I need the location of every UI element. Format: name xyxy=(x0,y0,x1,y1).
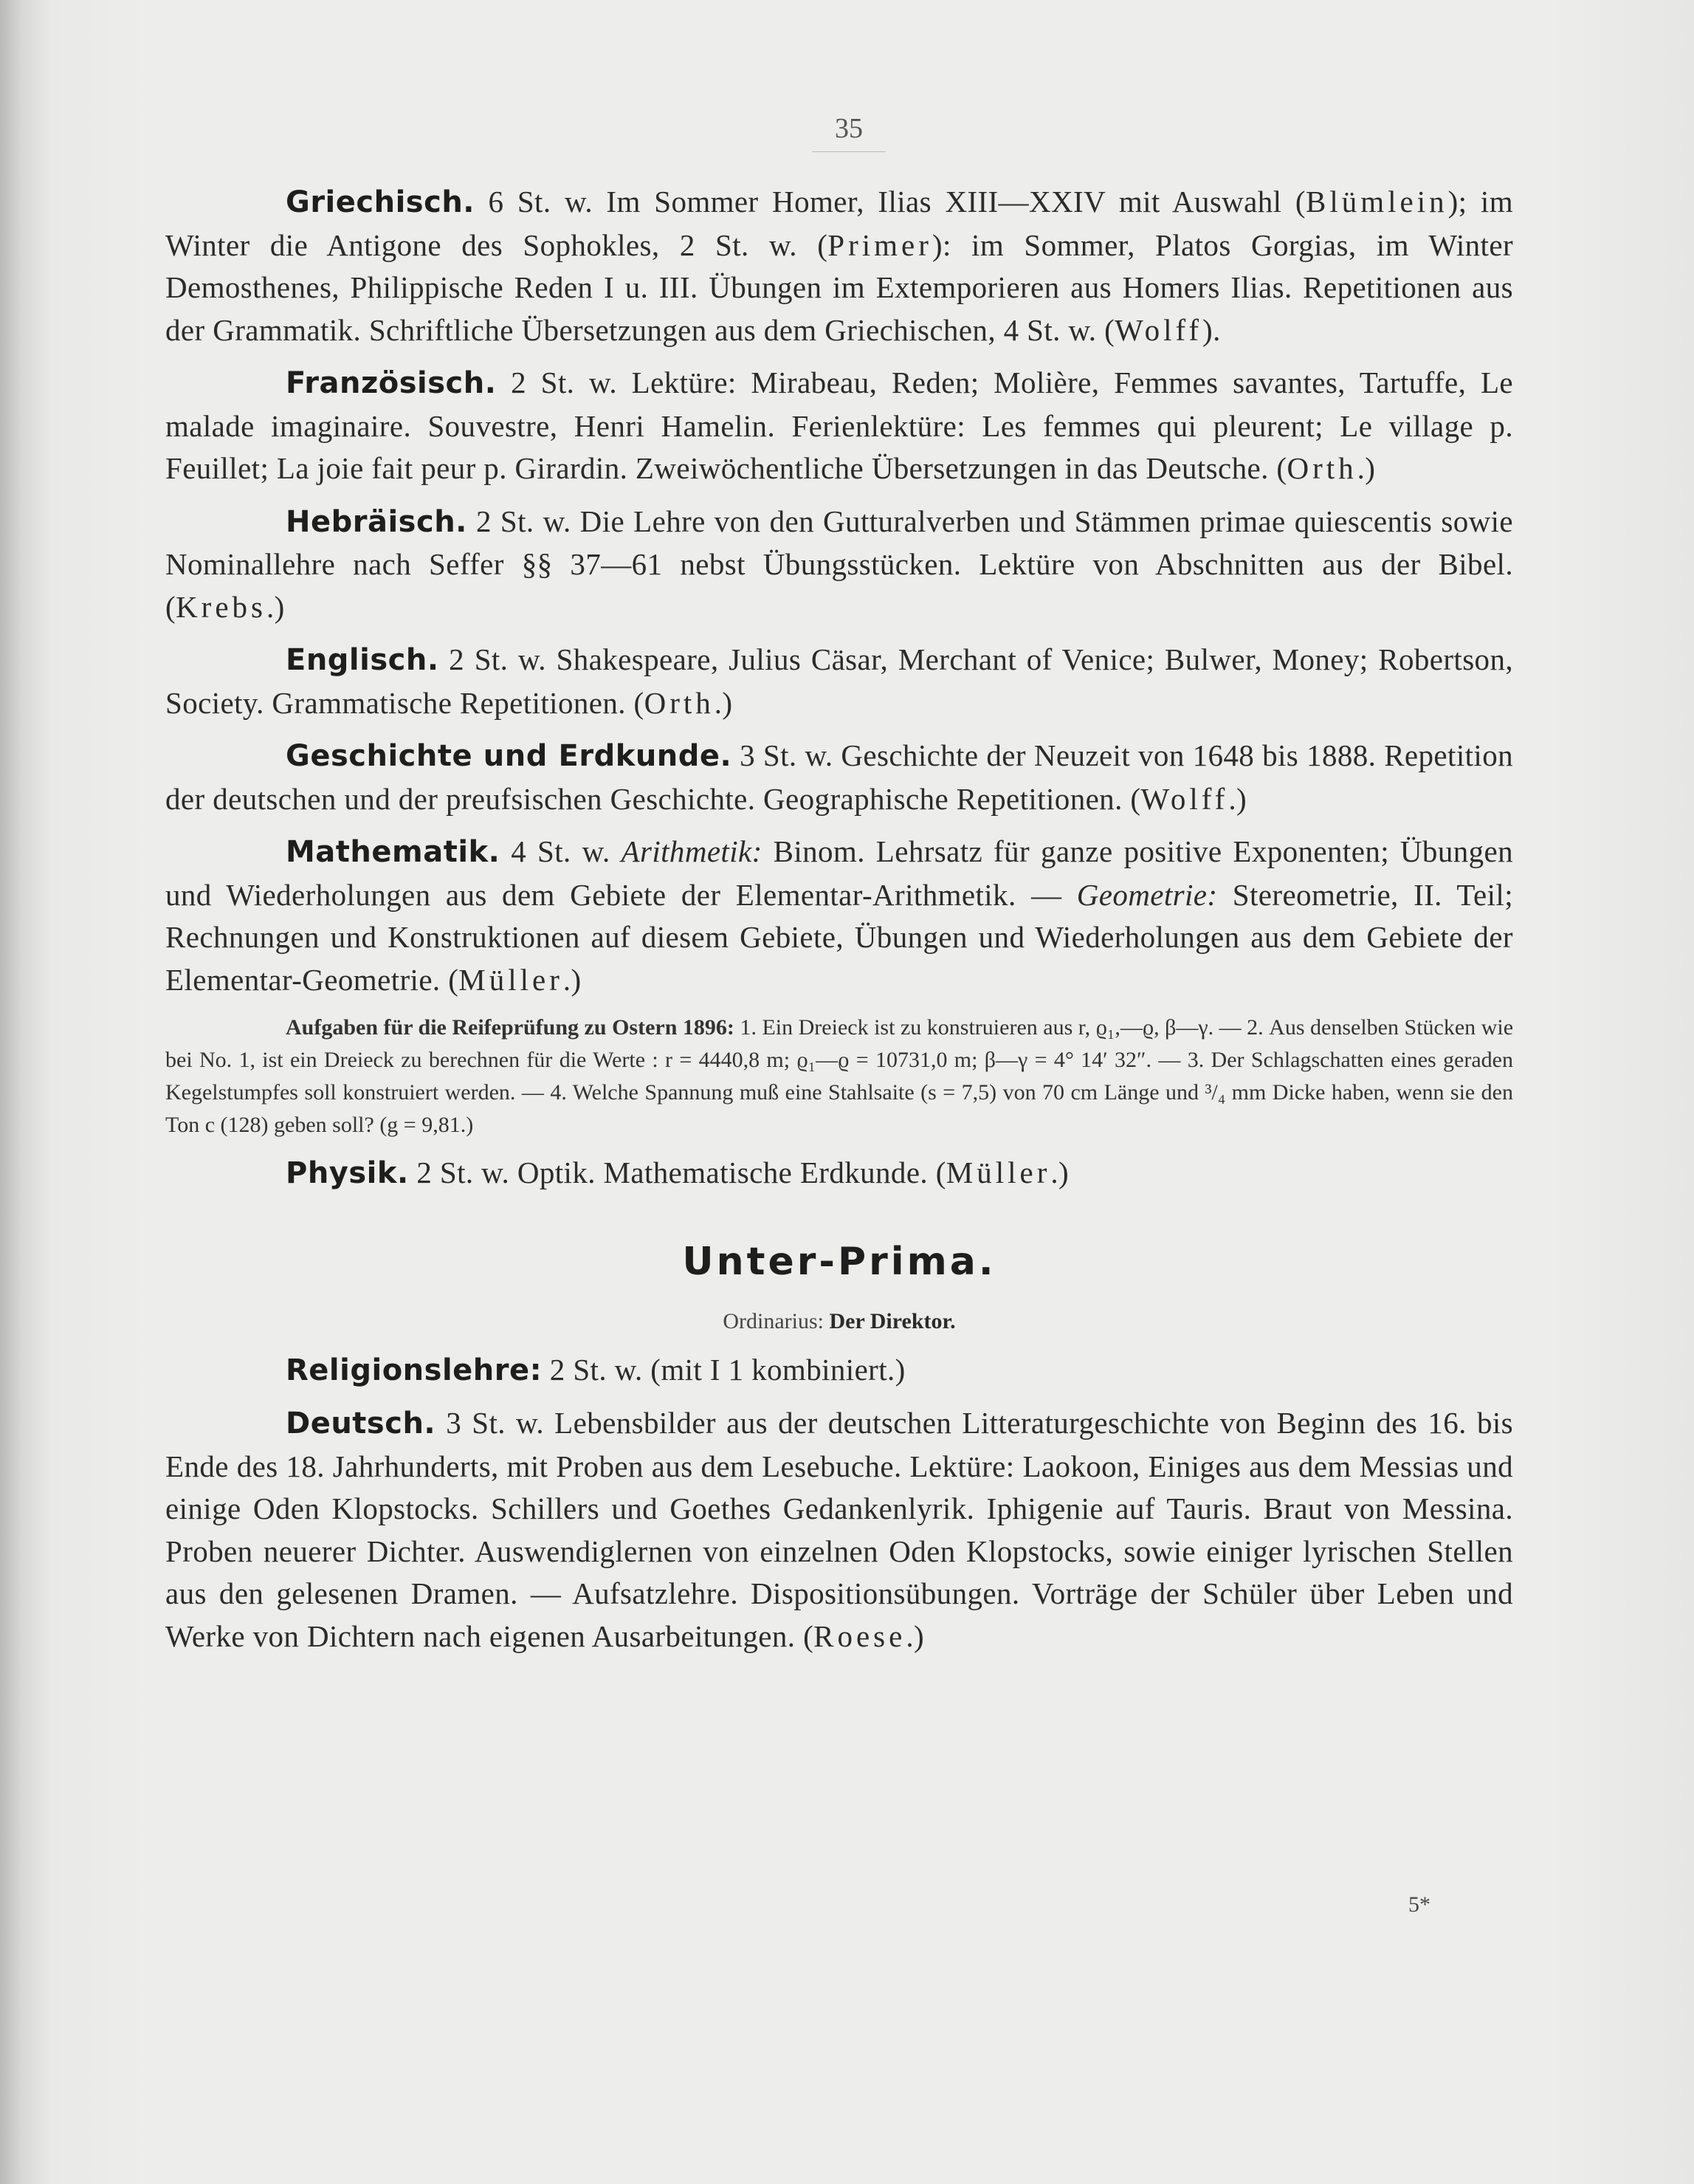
subject-text: .) xyxy=(714,685,733,720)
subject-text: ): im Sommer, Platos Gorgias, im Winter Demosthenes, Philippische Reden I u. III. Übungen im Extemporieren aus Homers Ilias. Repetitionen aus der Grammatik. Schriftliche Übersetzungen aus dem Griechischen, 4 St. w. ( xyxy=(165,227,1513,347)
geometrie-label: Geometrie: xyxy=(1076,877,1218,912)
ordinarius-label: Ordinarius: xyxy=(723,1308,824,1333)
subject-label: Physik. xyxy=(286,1156,409,1190)
subject-text: .) xyxy=(266,589,285,624)
teacher-name: Blümlein xyxy=(1306,185,1448,219)
signature-mark: 5* xyxy=(1408,1892,1430,1917)
teacher-name: Orth xyxy=(1287,451,1357,485)
subject-text: ); im Winter die Antigone des Sophokles, 2 St. w. ( xyxy=(165,185,1514,262)
subject-label: Hebräisch. xyxy=(286,504,467,539)
subject-franzoesisch xyxy=(165,362,1513,490)
page-number-rule xyxy=(812,151,886,152)
subject-text: .) xyxy=(1228,781,1247,816)
exam-tasks-text: 1. Ein Dreieck ist zu konstruieren aus r, ϱ₁,—ϱ, β—γ. — 2. Aus denselben Stücken wie bei No. 1, ist ein Dreieck zu berechnen für die Werte : r = 4440,8 m; ϱ₁—ϱ = 10731,0 m; β—γ = 4° 14′ 32″. — 3. Der Schlagschatten eines geraden Kegelstumpfes soll konstruiert werden. — 4. Welche Spannung muß eine Stahlsaite (s = 7,5) von 70 cm Länge und ³/₄ mm Dicke haben, wenn sie den Ton c (128) geben soll? (g = 9,81.) xyxy=(165,1015,1514,1137)
page-number: 35 xyxy=(835,113,863,144)
subject-label: Deutsch. xyxy=(286,1407,436,1440)
exam-tasks xyxy=(165,1012,1513,1141)
subject-label: Religionslehre: xyxy=(286,1353,543,1387)
subject-text: 2 St. w. Die Lehre von den Gutturalverben und Stämmen primae quiescentis sowie Nominallehre nach Seffer §§ 37—61 nebst Übungsstücken. Lektüre von Abschnitten aus der Bibel. ( xyxy=(165,504,1513,624)
exam-tasks-label: Aufgaben für die Reifeprüfung zu Ostern 1896: xyxy=(286,1015,734,1040)
ordinarius-name: Der Direktor. xyxy=(829,1308,956,1333)
subject-text: 2 St. w. Shakespeare, Julius Cäsar, Merchant of Venice; Bulwer, Money; Robertson, Society. Grammatische Repetitionen. ( xyxy=(165,642,1513,720)
page-content xyxy=(165,181,1513,1658)
subject-text: ). xyxy=(1202,312,1221,347)
teacher-name: Orth xyxy=(644,685,715,720)
subject-text: .) xyxy=(1050,1155,1070,1189)
subject-text: .) xyxy=(562,962,582,997)
subject-text: .) xyxy=(1357,451,1376,485)
teacher-name: Primer xyxy=(827,227,932,262)
subject-mathematik xyxy=(165,831,1513,1001)
subject-text: 3 St. w. Geschichte der Neuzeit von 1648 bis 1888. Repetition der deutschen und der preufsischen Geschichte. Geographische Repetitionen. ( xyxy=(165,738,1513,816)
subject-text: 6 St. w. Im Sommer Homer, Ilias XIII—XXIV mit Auswahl ( xyxy=(488,185,1306,219)
subject-text: 4 St. w. xyxy=(511,834,610,868)
ordinarius-line xyxy=(165,1309,1513,1334)
subject-label: Geschichte und Erdkunde. xyxy=(286,739,732,773)
teacher-name: Wolff xyxy=(1140,781,1229,816)
subject-label: Französisch. xyxy=(286,366,497,400)
teacher-name: Müller xyxy=(458,962,563,997)
subject-deutsch xyxy=(165,1402,1513,1658)
subject-text: 2 St. w. Optik. Mathematische Erdkunde. ( xyxy=(416,1155,946,1189)
subject-text: Stereometrie, II. Teil; Rechnungen und Konstruktionen auf diesem Gebiete, Übungen und Wiederholungen aus dem Gebiete der Elementar-Geometrie. ( xyxy=(165,877,1513,997)
subject-text: Binom. Lehrsatz für ganze positive Exponenten; Übungen und Wiederholungen aus dem Gebiete der Elementar-Arithmetik. — xyxy=(165,834,1514,912)
section-title: Unter-Prima. xyxy=(682,1239,996,1284)
subject-text: 3 St. w. Lebensbilder aus der deutschen Litteraturgeschichte von Beginn des 16. bis Ende des 18. Jahrhunderts, mit Proben aus dem Lesebuche. Lektüre: Laokoon, Einiges aus dem Messias und einige Oden Klopstocks. Schillers und Goethes Gedankenlyrik. Iphigenie auf Tauris. Braut von Messina. Proben neuerer Dichter. Auswendiglernen von einzelnen Oden Klopstocks, sowie einiger lyrischen Stellen aus den gelesenen Dramen. — Aufsatzlehre. Dispositionsübungen. Vorträge der Schüler über Leben und Werke von Dichtern nach eigenen Ausarbeitungen. ( xyxy=(165,1406,1513,1653)
subject-text: 2 St. w. Lektüre: Mirabeau, Reden; Molière, Femmes savantes, Tartuffe, Le malade imaginaire. Souvestre, Henri Hamelin. Ferienlektüre: Les femmes qui pleurent; Le village p. Feuillet; La joie fait peur p. Girardin. Zweiwöchentliche Übersetzungen in das Deutsche. ( xyxy=(165,365,1513,485)
subject-hebraeisch xyxy=(165,501,1513,629)
teacher-name: Krebs xyxy=(176,589,266,624)
subject-label: Griechisch. xyxy=(286,185,475,219)
subject-geschichte xyxy=(165,735,1513,820)
subject-physik xyxy=(165,1152,1513,1195)
subject-label: Mathematik. xyxy=(286,835,500,869)
subject-griechisch xyxy=(165,181,1513,351)
subject-text: .) xyxy=(906,1618,925,1653)
teacher-name: Müller xyxy=(946,1155,1051,1189)
subject-text: 2 St. w. (mit I 1 kombiniert.) xyxy=(549,1352,906,1387)
subject-englisch xyxy=(165,639,1513,724)
subject-label: Englisch. xyxy=(286,643,439,677)
subject-religionslehre xyxy=(165,1349,1513,1393)
arithmetik-label: Arithmetik: xyxy=(621,834,762,868)
teacher-name: Roese xyxy=(813,1618,906,1653)
teacher-name: Wolff xyxy=(1115,312,1203,347)
